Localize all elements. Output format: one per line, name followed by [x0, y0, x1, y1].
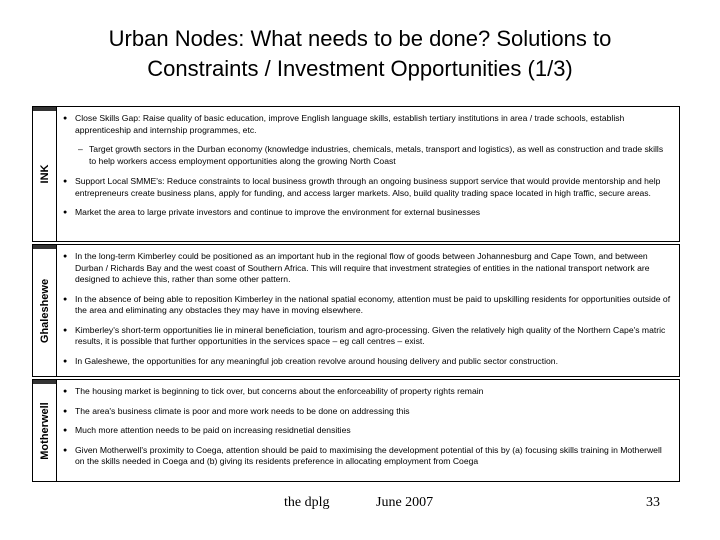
section-content [63, 113, 671, 227]
slide-title-line-1: Urban Nodes: What needs to be done? Solutions to [108, 26, 612, 51]
sub-bullet-item: – Target growth sectors in the Durban economy (knowledge industries, chemicals, metals, transport and logistics), as well as construction and trade skills to help workers access employment opportunities along the growing North Coast [63, 144, 671, 167]
bullet-item: ● Close Skills Gap: Raise quality of basic education, improve English language skills, establish tertiary institutions in area / trade schools, establish apprenticeship and internship programmes, etc. [63, 113, 671, 136]
label-bar-stripe [33, 107, 56, 111]
section-ink [32, 106, 680, 242]
section-content [63, 251, 671, 375]
page-number: 33 [646, 495, 660, 510]
bullet-item: ● The area's business climate is poor and more work needs to be done on addressing this [63, 406, 671, 418]
bullet-item: ● Market the area to large private investors and continue to improve the environment for external businesses [63, 207, 671, 219]
bullet-item: ● In the long-term Kimberley could be positioned as an important hub in the regional flow of goods between Johannesburg and Cape Town, and between Durban / Richards Bay and the west coast of Southern Africa. This will require that investment strategies of entities in the national transport network are designed to achieve this, rather than some other pattern. [63, 251, 671, 286]
section-label-bar [33, 245, 57, 376]
section-content [63, 386, 671, 476]
slide-title [20, 24, 700, 84]
footer-organisation: the dplg [284, 495, 330, 510]
bullet-item: ● In Galeshewe, the opportunities for any meaningful job creation revolve around housing delivery and public sector construction. [63, 356, 671, 368]
section-label-bar [33, 107, 57, 241]
section-ghaleshewe [32, 244, 680, 377]
bullet-item: ● Kimberley's short-term opportunities lie in mineral beneficiation, tourism and agro-processing. Given the relatively high quality of the Northern Cape's matric results, it is possible that further opportunities in the services space – eg call centres – exist. [63, 325, 671, 348]
label-bar-stripe [33, 380, 56, 384]
section-motherwell [32, 379, 680, 482]
bullet-list [63, 386, 671, 468]
bullet-item: ● Support Local SMME's: Reduce constraints to local business growth through an ongoing business support service that would provide mentorship and help entrepreneurs create business plans, apply for funding, and access larger markets. Also, build quality trading space located in high traffic, secure areas. [63, 176, 671, 199]
bullet-item: ● Given Motherwell's proximity to Coega, attention should be paid to maximising the development potential of this by (a) focusing skills training in Motherwell on the skills needed in Coega and (b) giving its residents preference in allocating employment from Coega [63, 445, 671, 468]
section-label-ink: INK [39, 164, 51, 184]
section-label-bar [33, 380, 57, 481]
label-bar-stripe [33, 245, 56, 249]
section-label-motherwell: Motherwell [39, 401, 51, 460]
slide-title-line-2: Constraints / Investment Opportunities (1/3) [147, 56, 573, 81]
bullet-list [63, 251, 671, 367]
bullet-item: ● The housing market is beginning to tick over, but concerns about the enforceability of property rights remain [63, 386, 671, 398]
bullet-list [63, 113, 671, 219]
bullet-item: ● Much more attention needs to be paid on increasing residnetial densities [63, 425, 671, 437]
section-label-ghaleshewe: Ghaleshewe [39, 278, 51, 343]
footer-date: June 2007 [376, 495, 434, 510]
bullet-item: ● In the absence of being able to reposition Kimberley in the national spatial economy, attention must be paid to upskilling residents for opportunities outside of the area and eliminating any obstacles they may have in moving elsewhere. [63, 294, 671, 317]
